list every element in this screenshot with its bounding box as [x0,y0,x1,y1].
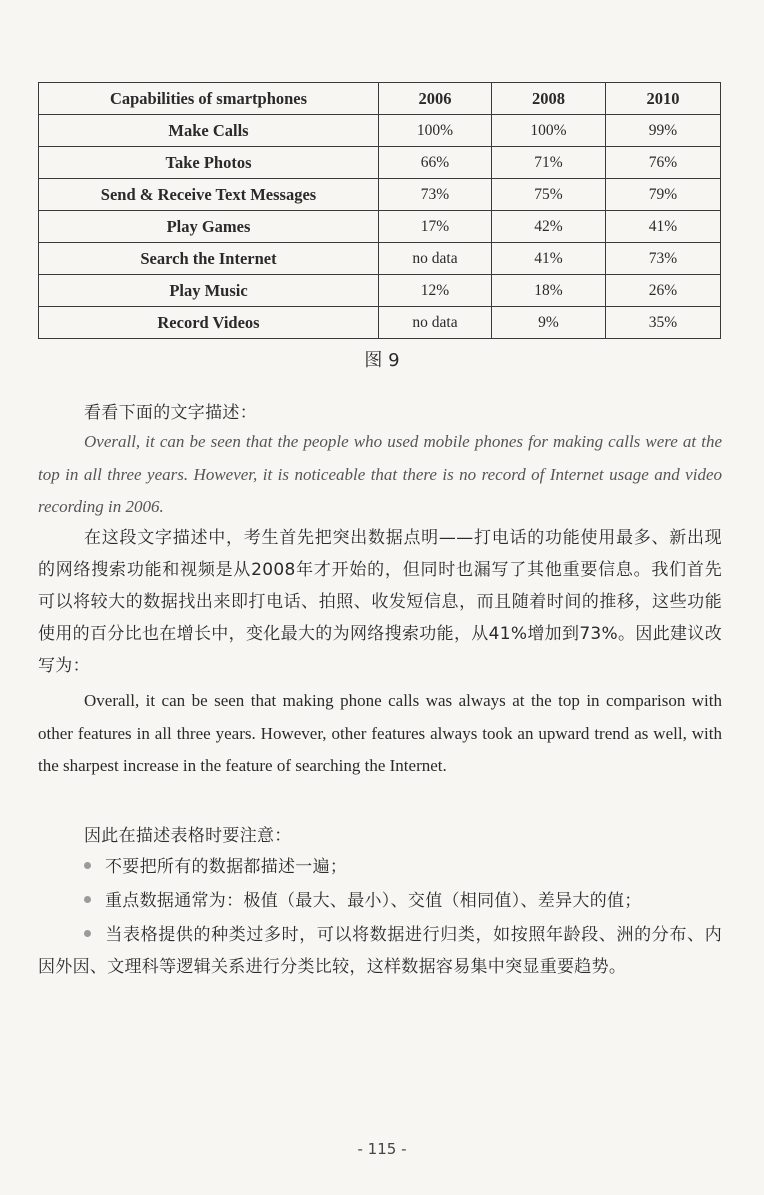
value-cell: 100% [492,115,606,147]
revised-text-block [38,685,722,783]
table-row [39,211,721,243]
list-item [38,919,722,983]
table-row [39,275,721,307]
column-header: Capabilities of smartphones [39,83,379,115]
column-header: 2006 [379,83,492,115]
value-cell: 71% [492,147,606,179]
capability-cell: Take Photos [39,147,379,179]
capability-cell: Record Videos [39,307,379,339]
analysis-paragraph: 在这段文字描述中，考生首先把突出数据点明——打电话的功能使用最多、新出现的网络搜索功能和视频是从2008年才开始的，但同时也漏写了其他重要信息。我们首先可以将较大的数据找出来即打电话、拍照、收发短信息，而且随着时间的推移，这些功能使用的百分比也在增长中，变化最大的为网络搜索功能，从41%增加到73%。因此建议改写为： [38,528,722,676]
column-header: 2008 [492,83,606,115]
table-row [39,243,721,275]
value-cell: 42% [492,211,606,243]
value-cell: 26% [606,275,721,307]
figure-caption: 图 9 [364,350,400,371]
table-row [39,115,721,147]
analysis-block [38,522,722,682]
value-cell: 12% [379,275,492,307]
notes-title: 因此在描述表格时要注意： [84,826,292,846]
value-cell: 35% [606,307,721,339]
page-number: - 115 - [357,1140,407,1158]
table-row [39,179,721,211]
revised-text: Overall, it can be seen that making phone calls was always at the top in comparison with other features in all three years. However, other features always took an upward trend as well, with the sharpest increase in the feature of searching the Internet. [38,691,722,775]
capability-cell: Send & Receive Text Messages [39,179,379,211]
value-cell: 41% [606,211,721,243]
bullet-icon [84,862,91,869]
value-cell: 9% [492,307,606,339]
value-cell: 73% [379,179,492,211]
note-text: 不要把所有的数据都描述一遍； [105,857,348,877]
value-cell: 100% [379,115,492,147]
column-header: 2010 [606,83,721,115]
example-text-block [38,426,722,524]
value-cell: no data [379,307,492,339]
list-item [38,885,722,917]
value-cell: 66% [379,147,492,179]
capability-cell: Play Music [39,275,379,307]
table-header-row [39,83,721,115]
value-cell: 79% [606,179,721,211]
value-cell: no data [379,243,492,275]
bullet-icon [84,896,91,903]
capability-cell: Make Calls [39,115,379,147]
table-row [39,147,721,179]
capability-cell: Search the Internet [39,243,379,275]
capabilities-table [38,82,720,339]
value-cell: 76% [606,147,721,179]
value-cell: 75% [492,179,606,211]
note-text: 当表格提供的种类过多时，可以将数据进行归类，如按照年龄段、洲的分布、内因外因、文理科等逻辑关系进行分类比较，这样数据容易集中突显重要趋势。 [38,925,722,977]
value-cell: 18% [492,275,606,307]
notes-list [38,851,722,983]
intro-label: 看看下面的文字描述： [84,403,257,423]
note-text: 重点数据通常为：极值（最大、最小）、交值（相同值）、差异大的值； [105,891,642,911]
value-cell: 41% [492,243,606,275]
list-item [38,851,722,883]
example-text: Overall, it can be seen that the people who used mobile phones for making calls were at the top in all three years. However, it is noticeable that there is no record of Internet usage and video recording in 2006. [38,432,722,516]
value-cell: 99% [606,115,721,147]
table-row [39,307,721,339]
value-cell: 17% [379,211,492,243]
bullet-icon [84,930,91,937]
capability-cell: Play Games [39,211,379,243]
value-cell: 73% [606,243,721,275]
